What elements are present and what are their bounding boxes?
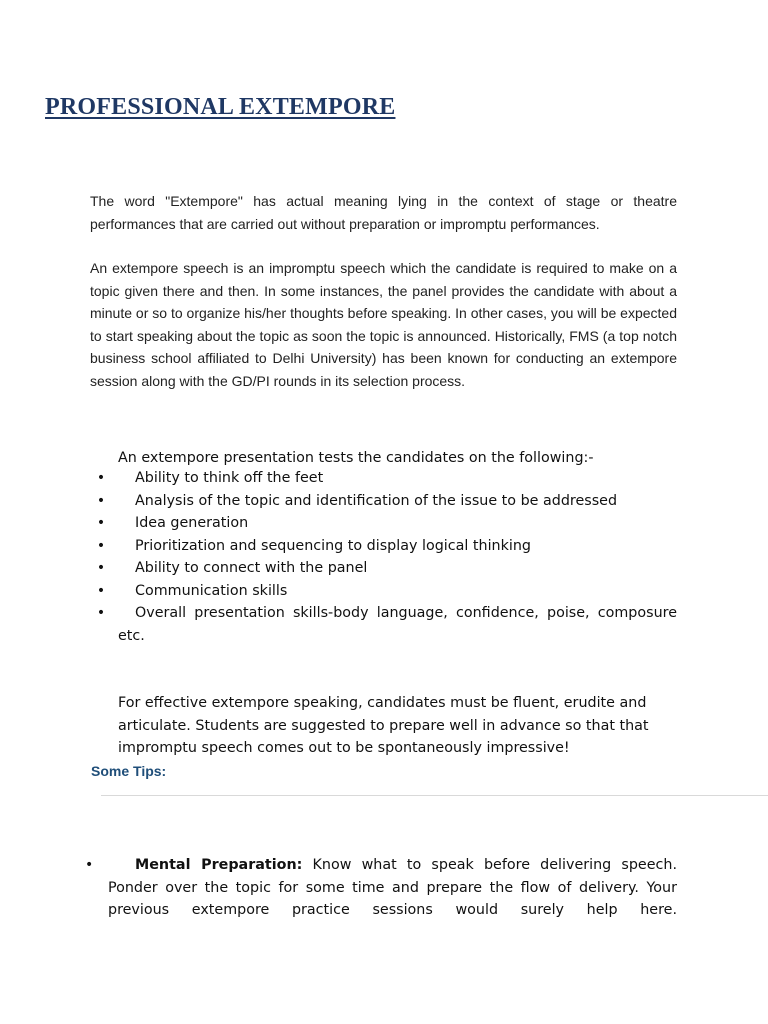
effective-speaking-paragraph: For effective extempore speaking, candidates must be fluent, erudite and articulate. Students are suggested to prepare well in advance so that that impromptu speech comes out to be spontaneously impressive! bbox=[118, 695, 649, 756]
list-item-text: Prioritization and sequencing to display logical thinking bbox=[135, 537, 531, 554]
tests-intro: An extempore presentation tests the candidates on the following:- bbox=[118, 450, 594, 466]
tip-body: Know what to speak before delivering speech. Ponder over the topic for some time and prepare the flow of delivery. Your previous extempore practice sessions would surely help here. bbox=[108, 857, 677, 918]
bullet-icon: • bbox=[85, 857, 94, 873]
list-item bbox=[90, 580, 677, 603]
tips-heading: Some Tips: bbox=[91, 763, 167, 779]
tip-item bbox=[80, 854, 677, 922]
list-item-text: Ability to connect with the panel bbox=[135, 560, 368, 576]
document-title: PROFESSIONAL EXTEMPORE bbox=[45, 94, 396, 120]
tip-label: Mental Preparation: bbox=[135, 857, 303, 873]
list-item bbox=[90, 535, 677, 558]
list-item bbox=[90, 557, 677, 580]
bullet-icon: • bbox=[96, 537, 106, 554]
list-item-text: Analysis of the topic and identification of the issue to be addressed bbox=[135, 492, 618, 509]
tips-list bbox=[80, 854, 677, 922]
list-item bbox=[90, 602, 677, 647]
bullet-icon: • bbox=[96, 605, 106, 621]
list-item bbox=[90, 490, 677, 513]
list-item-text: Overall presentation skills-body language, confidence, poise, composure etc. bbox=[118, 605, 677, 644]
list-item-text: Idea generation bbox=[135, 515, 249, 531]
bullet-icon: • bbox=[96, 470, 106, 486]
bullet-icon: • bbox=[96, 582, 106, 599]
tests-list bbox=[90, 467, 677, 647]
list-item-text: Communication skills bbox=[135, 582, 288, 599]
horizontal-rule bbox=[101, 795, 768, 796]
bullet-icon: • bbox=[96, 560, 106, 576]
list-item bbox=[90, 467, 677, 490]
list-item bbox=[90, 512, 677, 535]
list-item-text: Ability to think off the feet bbox=[135, 470, 324, 486]
tip-text bbox=[108, 854, 677, 922]
bullet-icon: • bbox=[96, 492, 106, 509]
intro-paragraph: The word "Extempore" has actual meaning lying in the context of stage or theatre performances that are carried out without preparation or impromptu performances. bbox=[90, 193, 677, 232]
extempore-speech-paragraph: An extempore speech is an impromptu speech which the candidate is required to make on a topic given there and then. In some instances, the panel provides the candidate with about a minute or so to organize his/her thoughts before speaking. In other cases, you will be expected to start speaking about the topic as soon the topic is announced. Historically, FMS (a top notch business school affiliated to Delhi University) has been known for conducting an extempore session along with the GD/PI rounds in its selection process. bbox=[90, 260, 677, 389]
bullet-icon: • bbox=[96, 515, 106, 531]
